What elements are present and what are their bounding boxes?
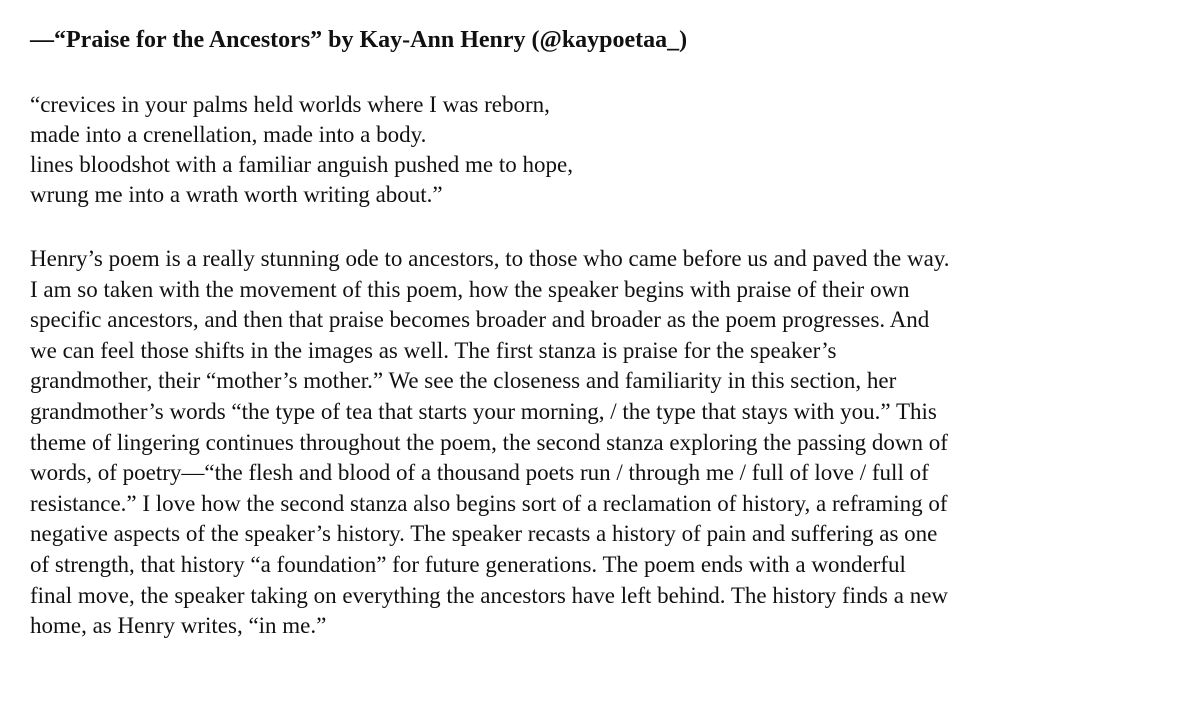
poem-excerpt (30, 90, 1185, 210)
commentary-line: grandmother’s words “the type of tea that starts your morning, / the type that stays with you.” This (30, 398, 937, 424)
commentary-line: home, as Henry writes, “in me.” (30, 613, 327, 639)
commentary-line: negative aspects of the speaker’s history. The speaker recasts a history of pain and suffering as one (30, 521, 938, 547)
commentary-paragraph (30, 244, 1185, 642)
poem-title: —“Praise for the Ancestors” by Kay-Ann Henry (@kaypoetaa_) (30, 27, 688, 53)
commentary-line: specific ancestors, and then that praise becomes broader and broader as the poem progresses. And (30, 307, 930, 333)
commentary-line: final move, the speaker taking on everything the ancestors have left behind. The history finds a new (30, 582, 949, 608)
commentary-line: I am so taken with the movement of this poem, how the speaker begins with praise of their own (30, 276, 910, 302)
quote-line: lines bloodshot with a familiar anguish pushed me to hope, (30, 152, 573, 177)
commentary-line: we can feel those shifts in the images as well. The first stanza is praise for the speaker’s (30, 337, 837, 363)
commentary-line: resistance.” I love how the second stanza also begins sort of a reclamation of history, a reframing of (30, 490, 948, 516)
commentary-line: words, of poetry—“the flesh and blood of a thousand poets run / through me / full of love / full of (30, 460, 929, 486)
commentary-line: of strength, that history “a foundation” for future generations. The poem ends with a wonderful (30, 551, 906, 577)
commentary-line: Henry’s poem is a really stunning ode to ancestors, to those who came before us and paved the way. (30, 246, 950, 271)
document-page (30, 25, 1185, 642)
quote-line: “crevices in your palms held worlds where I was reborn, (30, 92, 550, 117)
commentary-line: grandmother, their “mother’s mother.” We see the closeness and familiarity in this section, her (30, 368, 897, 394)
commentary-line: theme of lingering continues throughout the poem, the second stanza exploring the passing down of (30, 429, 948, 455)
quote-line: wrung me into a wrath worth writing about.” (30, 182, 443, 207)
quote-line: made into a crenellation, made into a body. (30, 122, 427, 147)
